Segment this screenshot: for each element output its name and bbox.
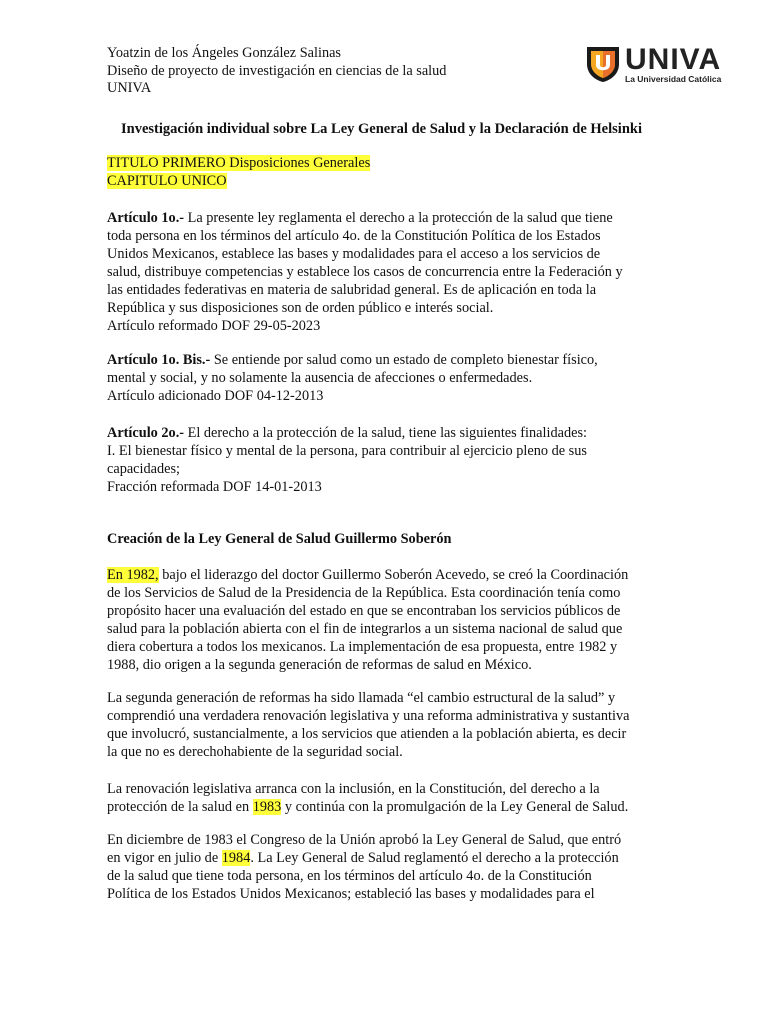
author-name: Yoatzin de los Ángeles González Salinas <box>107 45 341 61</box>
paragraph-text: y continúa con la promulgación de la Ley General de Salud. <box>281 799 629 815</box>
article-1-bis <box>107 351 647 405</box>
article-2-label: Artículo 2o.- <box>107 425 185 441</box>
paragraph-line: 1988, dio origen a la segunda generación de reformas de salud en México. <box>107 657 532 673</box>
highlight-1983: 1983 <box>252 799 282 815</box>
paragraph-text: en vigor en julio de <box>107 850 222 866</box>
creation-paragraph-2 <box>107 689 647 761</box>
paragraph-line: salud para la población abierta con el fin de integrarlos a un sistema nacional de salud que <box>107 621 623 637</box>
article-1-bis-line: Se entiende por salud como un estado de completo bienestar físico, <box>210 352 598 368</box>
paragraph-text: . La Ley General de Salud reglamentó el derecho a la protección <box>250 850 619 866</box>
paragraph-line: que involucró, sustancialmente, a los servicios que atienden a la población abierta, es decir <box>107 726 627 742</box>
paragraph-line: diera cobertura a todos los mexicanos. La implementación de esa propuesta, entre 1982 y <box>107 639 618 655</box>
univa-shield-icon <box>584 44 622 84</box>
highlight-1984: 1984 <box>221 850 251 866</box>
law-heading-block <box>107 154 647 190</box>
article-1-line: República y sus disposiciones son de orden público e interés social. <box>107 300 494 316</box>
univa-logo <box>584 44 734 88</box>
article-2 <box>107 424 647 496</box>
paragraph-line: de la salud que tiene toda persona, en los términos del artículo 4o. de la Constitución <box>107 868 592 884</box>
institution-name: UNIVA <box>107 80 152 96</box>
creation-section <box>107 530 647 548</box>
article-1 <box>107 209 647 335</box>
creation-paragraph-3 <box>107 780 647 816</box>
article-1-bis-note: Artículo adicionado DOF 04-12-2013 <box>107 388 324 404</box>
creation-paragraph-1 <box>107 566 647 674</box>
document-title: Investigación individual sobre La Ley General de Salud y la Declaración de Helsinki <box>121 121 642 137</box>
capitulo-unico: CAPITULO UNICO <box>107 173 227 189</box>
paragraph-line: Política de los Estados Unidos Mexicanos; estableció las bases y modalidades para el <box>107 886 595 902</box>
paragraph-line: La renovación legislativa arranca con la inclusión, en la Constitución, del derecho a la <box>107 781 600 797</box>
article-2-line: El derecho a la protección de la salud, tiene las siguientes finalidades: <box>184 425 587 441</box>
paragraph-line: La segunda generación de reformas ha sido llamada “el cambio estructural de la salud” y <box>107 690 616 706</box>
paragraph-line: bajo el liderazgo del doctor Guillermo Soberón Acevedo, se creó la Coordinación <box>158 567 629 583</box>
logo-wordmark: UNIVA <box>625 43 722 76</box>
article-1-line: las entidades federativas en materia de salubridad general. Es de aplicación en toda la <box>107 282 597 298</box>
paragraph-line: la que no es derechohabiente de la seguridad social. <box>107 744 403 760</box>
article-2-line: capacidades; <box>107 461 181 477</box>
section-heading: Creación de la Ley General de Salud Guillermo Soberón <box>107 531 452 547</box>
article-1-line: La presente ley reglamenta el derecho a la protección de la salud que tiene <box>184 210 613 226</box>
document-header <box>107 45 446 98</box>
highlight-1982: En 1982, <box>107 567 159 583</box>
article-1-note: Artículo reformado DOF 29-05-2023 <box>107 318 321 334</box>
paragraph-line: comprendió una verdadera renovación legislativa y una reforma administrativa y sustantiva <box>107 708 630 724</box>
paragraph-line: propósito hacer una evaluación del estado en que se encontraban los servicios públicos de <box>107 603 621 619</box>
creation-paragraph-4 <box>107 831 647 903</box>
course-name: Diseño de proyecto de investigación en ciencias de la salud <box>107 62 447 79</box>
paragraph-line: de los Servicios de Salud de la Presidencia de la República. Esta coordinación tenía como <box>107 585 621 601</box>
titulo-primero: TITULO PRIMERO Disposiciones Generales <box>107 155 371 171</box>
article-2-note: Fracción reformada DOF 14-01-2013 <box>107 479 322 495</box>
article-1-line: salud, distribuye competencias y establece los casos de concurrencia entre la Federación y <box>107 264 623 280</box>
logo-subtitle: La Universidad Católica <box>625 74 722 84</box>
article-1-bis-label: Artículo 1o. Bis.- <box>107 352 211 368</box>
article-1-bis-line: mental y social, y no solamente la ausencia de afecciones o enfermedades. <box>107 370 533 386</box>
article-2-line: I. El bienestar físico y mental de la persona, para contribuir al ejercicio pleno de sus <box>107 443 587 459</box>
paragraph-text: protección de la salud en <box>107 799 253 815</box>
article-1-line: toda persona en los términos del artículo 4o. de la Constitución Política de los Estados <box>107 228 601 244</box>
article-1-label: Artículo 1o.- <box>107 210 185 226</box>
article-1-line: Unidos Mexicanos, establece las bases y modalidades para el acceso a los servicios de <box>107 246 601 262</box>
paragraph-line: En diciembre de 1983 el Congreso de la Unión aprobó la Ley General de Salud, que entró <box>107 832 622 848</box>
